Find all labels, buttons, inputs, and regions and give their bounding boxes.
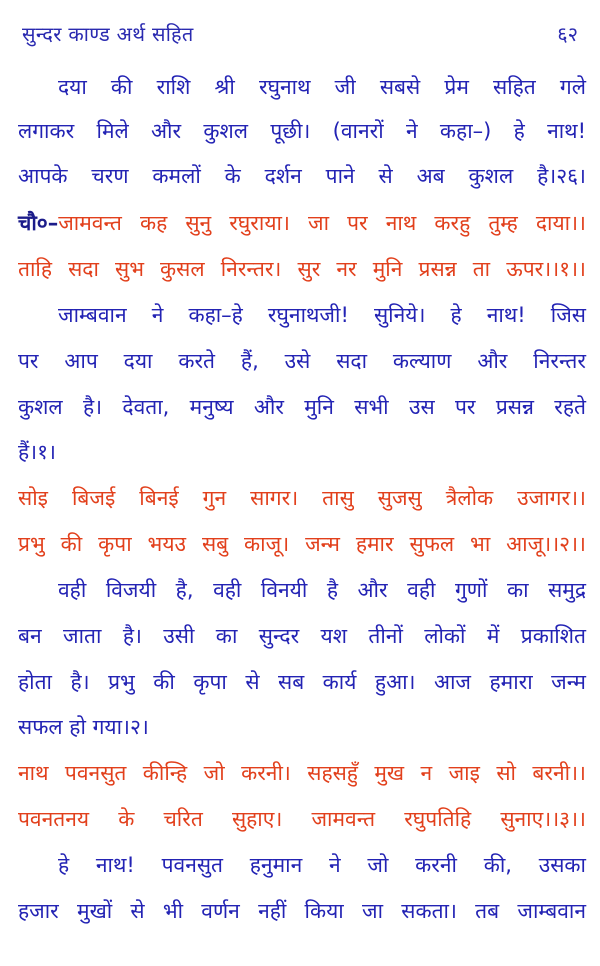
text-line: लगाकर मिले और कुशल पूछी। (वानरों ने कहा–) हे नाथ! <box>18 119 586 143</box>
verse-line <box>18 208 586 238</box>
verse-text: जामवन्त कह सुनु रघुराया। जा पर नाथ करहु तुम्ह दाया।। <box>58 211 586 235</box>
verse-line: सोइ बिजई बिनई गुन सागर। तासु सुजसु त्रैलोक उजागर।। <box>18 486 586 510</box>
text-line: कुशल है। देवता, मनुष्य और मुनि सभी उस पर प्रसन्न रहते <box>18 395 586 419</box>
running-title: सुन्दर काण्ड अर्थ सहित <box>22 22 194 46</box>
chaupai-label: चौ०– <box>18 211 59 235</box>
text-line: जाम्बवान ने कहा–हे रघुनाथजी! सुनिये। हे नाथ! जिस <box>58 303 586 327</box>
text-line: बन जाता है। उसी का सुन्दर यश तीनों लोकों में प्रकाशित <box>18 624 586 648</box>
text-line: हैं।१। <box>18 440 56 464</box>
verse-line: पवनतनय के चरित सुहाए। जामवन्त रघुपतिहि सुनाए।।३।। <box>18 807 586 831</box>
verse-line: नाथ पवनसुत कीन्हि जो करनी। सहसहुँ मुख न जाइ सो बरनी।। <box>18 761 586 785</box>
text-line: वही विजयी है, वही विनयी है और वही गुणों का समुद्र <box>58 578 586 602</box>
text-line: होता है। प्रभु की कृपा से सब कार्य हुआ। आज हमारा जन्म <box>18 670 586 694</box>
text-line: हजार मुखों से भी वर्णन नहीं किया जा सकता। तब जाम्बवान <box>18 899 586 923</box>
text-line: दया की राशि श्री रघुनाथ जी सबसे प्रेम सहित गले <box>58 75 586 99</box>
text-line: सफल हो गया।२। <box>18 715 149 739</box>
verse-line: प्रभु की कृपा भयउ सबु काजू। जन्म हमार सुफल भा आजू।।२।। <box>18 532 586 556</box>
text-line: पर आप दया करते हैं, उसे सदा कल्याण और निरन्तर <box>18 349 586 373</box>
text-line: आपके चरण कमलों के दर्शन पाने से अब कुशल है।२६। <box>18 164 586 188</box>
text-line: हे नाथ! पवनसुत हनुमान ने जो करनी की, उसका <box>58 853 586 877</box>
verse-line: ताहि सदा सुभ कुसल निरन्तर। सुर नर मुनि प्रसन्न ता ऊपर।।१।। <box>18 257 586 281</box>
page-number: ६२ <box>557 22 578 46</box>
page-header <box>22 20 578 50</box>
